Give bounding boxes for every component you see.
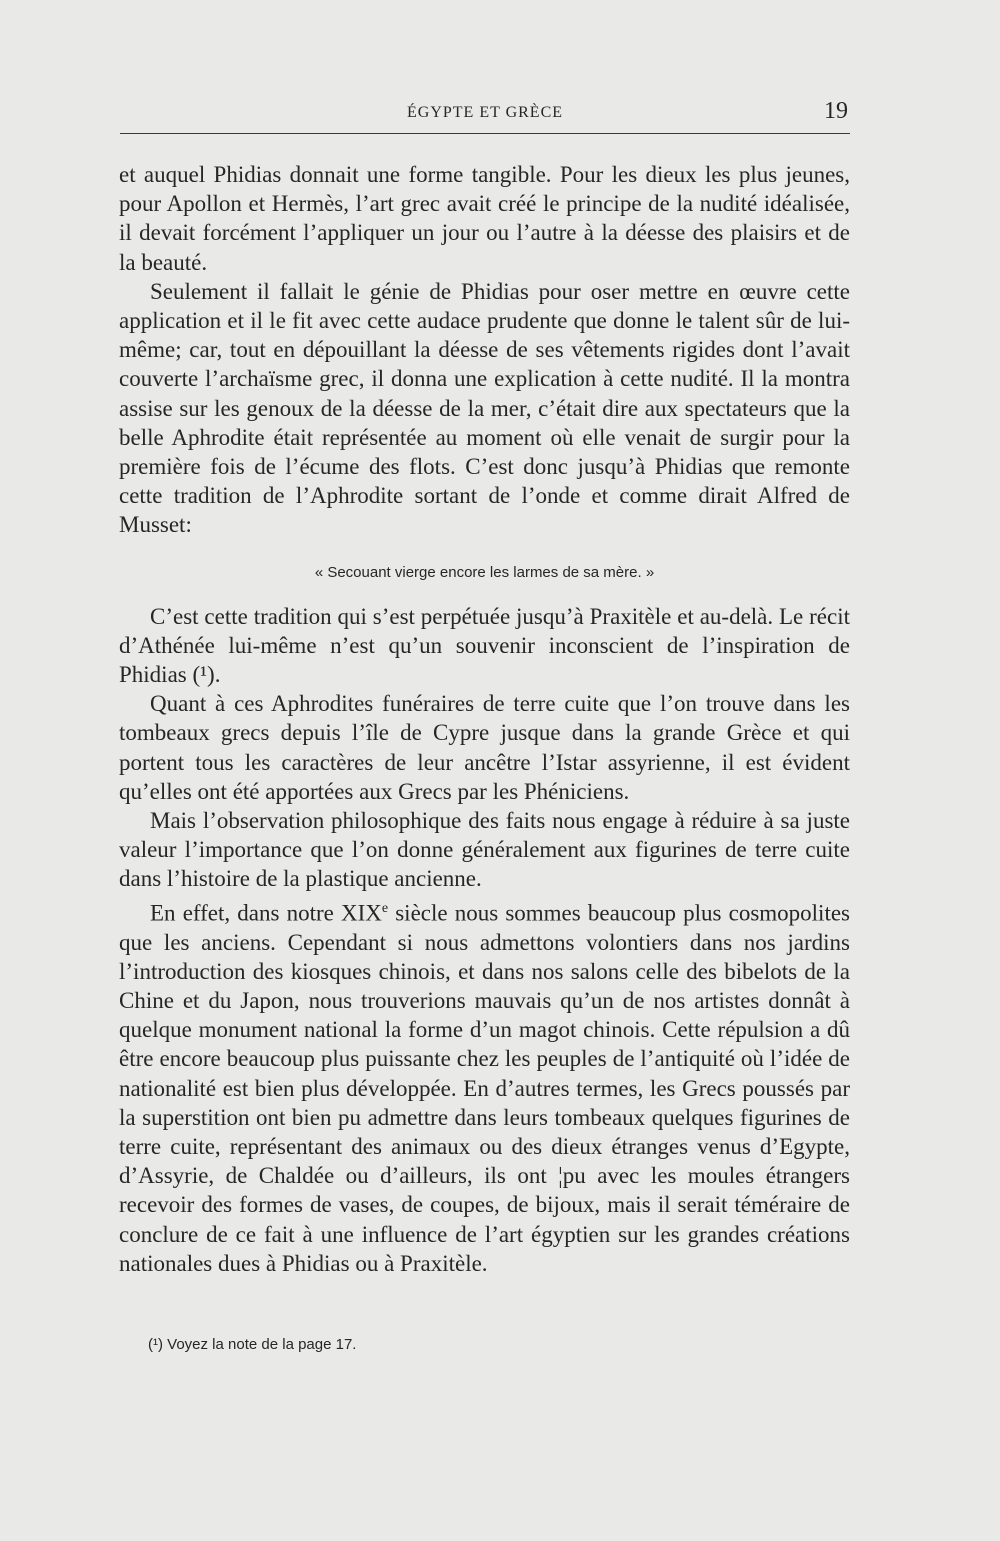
page-header (120, 100, 850, 132)
running-title: ÉGYPTE ET GRÈCE (406, 104, 564, 121)
paragraph-3 (119, 602, 850, 690)
paragraph-4: Quant à ces Aphrodites funéraires de terre cuite que l’on trouve dans les tombeaux grecs depuis l’île de Cypre jusque dans la grande Grèce et qui portent tous les caractères de leur ancêtre l’Istar assyrienne, il est évident qu’elles ont été apportées aux Grecs par les Phéniciens. (119, 691, 850, 804)
footnote: (¹) Voyez la note de la page 17. (148, 1336, 357, 1353)
verse-quote: « Secouant vierge encore les larmes de sa mère. » (314, 563, 655, 581)
paragraph-6 (119, 894, 850, 1278)
footnote-reference: (¹). (192, 662, 221, 688)
paragraph-5: Mais l’observation philosophique des faits nous engage à réduire à sa juste valeur l’importance que l’on donne généralement aux figurines de terre cuite dans l’histoire de la plastique ancienne. (119, 808, 850, 892)
header-rule (120, 133, 850, 134)
paragraph-2: Seulement il fallait le génie de Phidias pour oser mettre en œuvre cette application et il le fit avec cette audace prudente que donne le talent sûr de lui-même; car, tout en dépouillant la déesse de ses vêtements rigides dont l’avait couverte l’archaïsme grec, il donna une explication à cette nudité. Il la montra assise sur les genoux de la déesse de la mer, c’était dire aux spectateurs que la belle Aphrodite était représentée au moment où elle venait de surgir pour la première fois de l’écume des flots. C’est donc jusqu’à Phidias que remonte cette tradition de l’Aphrodite sortant de l’onde et comme dirait Alfred de Musset: (119, 278, 850, 538)
page-number: 19 (824, 98, 848, 124)
paragraph-6-rest: siècle nous sommes beaucoup plus cosmopolites que les anciens. Cependant si nous admettons volontiers dans nos jardins l’introduction des kiosques chinois, et dans nos salons celle des bibelots de la Chine et du Japon, nous trouverions mauvais qu’un de nos artistes donnât à quelque monument national la forme d’un magot chinois. Cette répulsion a dû être encore beaucoup plus puissante chez les peuples de l’antiquité où l’idée de nationalité est bien plus développée. En d’autres termes, les Grecs poussés par la superstition ont bien pu admettre dans leurs tombeaux quelques figurines de terre cuite, représentant des animaux ou des dieux étranges venus d’Egypte, d’Assyrie, de Chaldée ou d’ailleurs, ils ont ¦pu avec les moules étrangers recevoir des formes de vases, de coupes, de bijoux, mais il serait téméraire de conclure de ce fait à une influence de l’art égyptien sur les grandes créations nationales dues à Phidias ou à Praxitèle. (119, 900, 850, 1276)
body-text (119, 160, 850, 1278)
paragraph-1: et auquel Phidias donnait une forme tangible. Pour les dieux les plus jeunes, pour Apollon et Hermès, l’art grec avait créé le principe de la nudité idéalisée, il devait forcément l’appliquer un jour ou l’autre à la déesse des plaisirs et de la beauté. (119, 162, 850, 275)
paragraph-3-text: C’est cette tradition qui s’est perpétuée jusqu’à Praxitèle et au-delà. Le récit d’Athénée lui-même n’est qu’un souvenir inconscient de l’inspiration de Phidias (119, 603, 850, 688)
paragraph-6-start: En effet, dans notre XIX (150, 900, 382, 926)
century-superscript: e (381, 900, 389, 916)
